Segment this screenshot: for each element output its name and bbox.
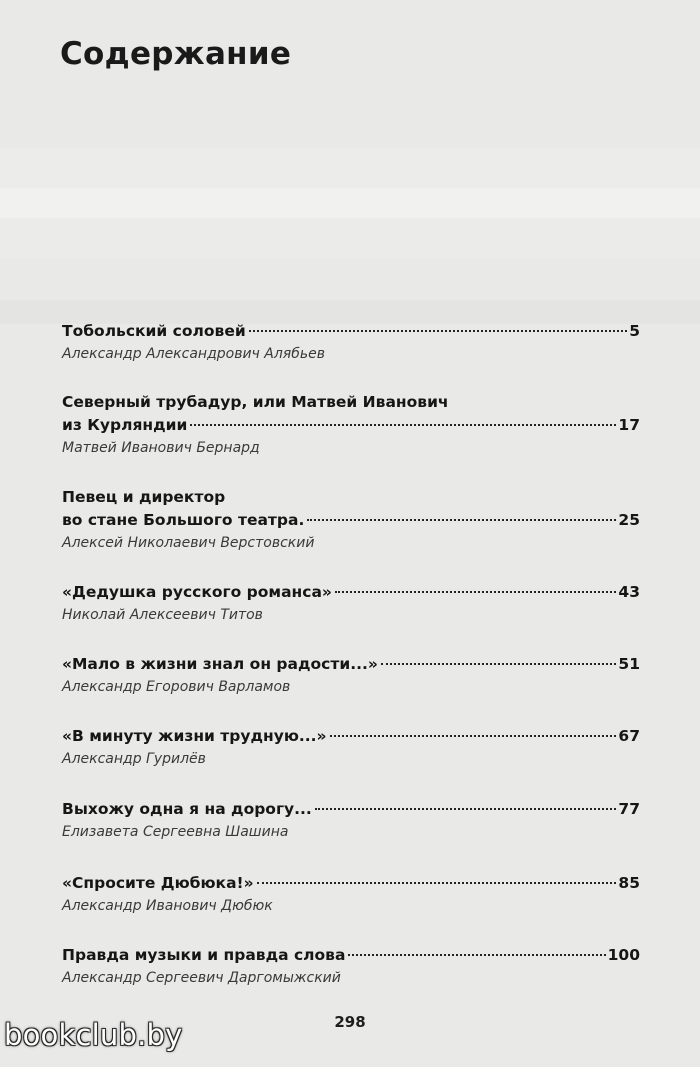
dot-leader	[315, 808, 617, 810]
toc-entry-title: «Спросите Дюбюка!»	[62, 874, 254, 892]
toc-entry-title-line	[62, 486, 640, 509]
dot-leader	[190, 424, 616, 426]
toc-entry[interactable]	[62, 653, 640, 698]
toc-entry-page: 100	[607, 946, 640, 964]
page-number: 298	[334, 1013, 366, 1031]
dot-leader	[307, 519, 616, 521]
toc-entry-title-line	[62, 872, 640, 895]
dot-leader	[348, 954, 605, 956]
toc-entry[interactable]	[62, 725, 640, 770]
toc-entry-author: Александр Иванович Дюбюк	[62, 898, 273, 914]
page-title: Содержание	[60, 36, 292, 72]
toc-entry-title: Певец и директор	[62, 488, 226, 506]
dot-leader	[249, 330, 628, 332]
toc-entry-title-line	[62, 391, 640, 414]
toc-entry-page: 51	[618, 655, 640, 673]
dot-leader	[381, 663, 617, 665]
toc-entry-title-line	[62, 653, 640, 676]
page-texture-band	[0, 218, 700, 258]
toc-entry-page: 5	[629, 322, 640, 340]
toc-entry[interactable]	[62, 798, 640, 843]
toc-entry-title-continued: во стане Большого театра.	[62, 511, 305, 529]
toc-entry-title-line	[62, 320, 640, 343]
toc-entry[interactable]	[62, 320, 640, 365]
toc-entry-title: «Мало в жизни знал он радости...»	[62, 655, 378, 673]
toc-entry-author: Матвей Иванович Бернард	[62, 440, 260, 456]
toc-entry-title: Выхожу одна я на дорогу...	[62, 800, 312, 818]
toc-entry[interactable]	[62, 581, 640, 626]
toc-entry[interactable]	[62, 391, 640, 459]
toc-entry-title: «В минуту жизни трудную...»	[62, 727, 327, 745]
toc-entry-page: 77	[618, 800, 640, 818]
toc-entry-title-line	[62, 798, 640, 821]
toc-entry-title-line	[62, 944, 640, 967]
toc-entry[interactable]	[62, 944, 640, 989]
toc-entry-title: Тобольский соловей	[62, 322, 246, 340]
toc-entry[interactable]	[62, 486, 640, 554]
watermark: bookclub.by	[4, 1018, 183, 1052]
toc-entry-author: Александр Александрович Алябьев	[62, 346, 325, 362]
toc-entry-page: 85	[618, 874, 640, 892]
toc-entry[interactable]	[62, 872, 640, 917]
toc-entry-author: Николай Алексеевич Титов	[62, 607, 263, 623]
dot-leader	[330, 735, 617, 737]
dot-leader	[257, 882, 617, 884]
toc-entry-title-line	[62, 581, 640, 604]
toc-entry-title-line	[62, 414, 640, 437]
toc-entry-title: Правда музыки и правда слова	[62, 946, 346, 964]
toc-entry-page: 25	[618, 511, 640, 529]
toc-entry-page: 43	[618, 583, 640, 601]
page-texture-band	[0, 188, 700, 218]
toc-entry-author: Александр Сергеевич Даргомыжский	[62, 970, 341, 986]
toc-entry-title-line	[62, 509, 640, 532]
dot-leader	[335, 591, 617, 593]
toc-entry-author: Александр Егорович Варламов	[62, 679, 291, 695]
toc-entry-page: 17	[618, 416, 640, 434]
page-texture-band	[0, 148, 700, 188]
toc-entry-title: Северный трубадур, или Матвей Иванович	[62, 393, 449, 411]
toc-entry-author: Александр Гурилёв	[62, 751, 206, 767]
toc-entry-title-line	[62, 725, 640, 748]
toc-entry-author: Алексей Николаевич Верстовский	[62, 535, 315, 551]
toc-entry-page: 67	[618, 727, 640, 745]
toc-entry-title-continued: из Курляндии	[62, 416, 188, 434]
toc-entry-author: Елизавета Сергеевна Шашина	[62, 824, 289, 840]
toc-entry-title: «Дедушка русского романса»	[62, 583, 332, 601]
